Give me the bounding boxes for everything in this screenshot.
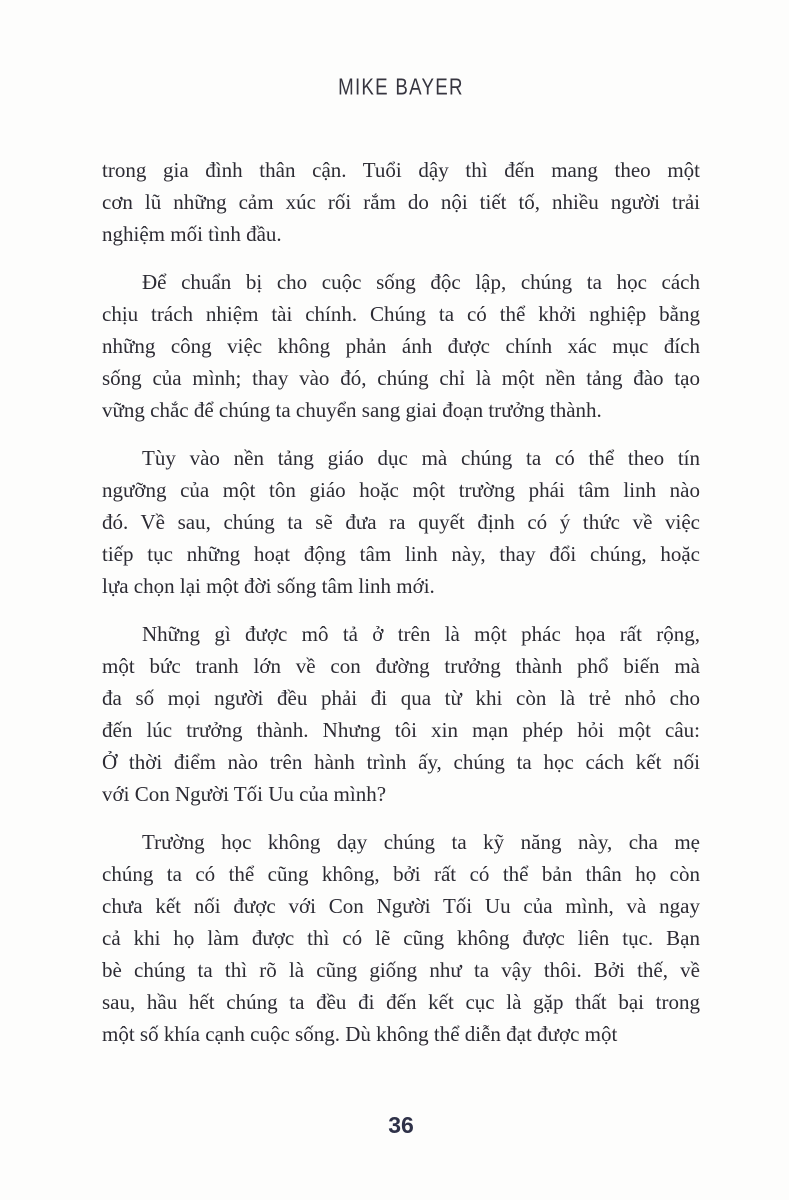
text-line: đến lúc trưởng thành. Nhưng tôi xin mạn phép hỏi một câu: xyxy=(102,718,700,742)
running-header xyxy=(102,74,700,100)
text-line: Tùy vào nền tảng giáo dục mà chúng ta có thể theo tín xyxy=(142,446,700,470)
text-line: nghiệm mối tình đầu. xyxy=(102,222,282,246)
text-line: lựa chọn lại một đời sống tâm linh mới. xyxy=(102,574,435,598)
paragraph xyxy=(102,618,700,810)
text-line: cả khi họ làm được thì có lẽ cũng không được liên tục. Bạn xyxy=(102,926,700,950)
text-line: chúng ta có thể cũng không, bởi rất có thể bản thân họ còn xyxy=(102,862,700,886)
running-header-text: MIKE BAYER xyxy=(338,73,464,100)
text-line: trong gia đình thân cận. Tuổi dậy thì đến mang theo một xyxy=(102,158,700,182)
text-line: đó. Về sau, chúng ta sẽ đưa ra quyết định có ý thức về việc xyxy=(102,510,700,534)
text-line: tiếp tục những hoạt động tâm linh này, thay đổi chúng, hoặc xyxy=(102,542,700,566)
text-line: đa số mọi người đều phải đi qua từ khi còn là trẻ nhỏ cho xyxy=(102,686,700,710)
text-line: Những gì được mô tả ở trên là một phác họa rất rộng, xyxy=(142,622,700,646)
text-line: những công việc không phản ánh được chính xác mục đích xyxy=(102,334,700,358)
text-line: sau, hầu hết chúng ta đều đi đến kết cục là gặp thất bại trong xyxy=(102,990,700,1014)
paragraph xyxy=(102,266,700,426)
text-line: chịu trách nhiệm tài chính. Chúng ta có thể khởi nghiệp bằng xyxy=(102,302,700,326)
text-line: Trường học không dạy chúng ta kỹ năng này, cha mẹ xyxy=(142,830,700,854)
text-line: sống của mình; thay vào đó, chúng chỉ là một nền tảng đào tạo xyxy=(102,366,700,390)
paragraph xyxy=(102,154,700,250)
text-line: Để chuẩn bị cho cuộc sống độc lập, chúng ta học cách xyxy=(142,270,700,294)
page-number: 36 xyxy=(388,1112,414,1138)
text-line: chưa kết nối được với Con Người Tối Uu của mình, và ngay xyxy=(102,894,700,918)
text-line: bè chúng ta thì rõ là cũng giống như ta vậy thôi. Bởi thế, về xyxy=(102,958,700,982)
paragraph xyxy=(102,826,700,1050)
text-line: ngưỡng của một tôn giáo hoặc một trường phái tâm linh nào xyxy=(102,478,700,502)
text-line: vững chắc để chúng ta chuyển sang giai đoạn trưởng thành. xyxy=(102,398,602,422)
text-line: Ở thời điểm nào trên hành trình ấy, chúng ta học cách kết nối xyxy=(102,750,700,774)
text-line: một số khía cạnh cuộc sống. Dù không thể diễn đạt được một xyxy=(102,1022,618,1046)
paragraph xyxy=(102,442,700,602)
text-line: cơn lũ những cảm xúc rối rắm do nội tiết tố, nhiều người trải xyxy=(102,190,700,214)
text-line: một bức tranh lớn về con đường trưởng thành phổ biến mà xyxy=(102,654,700,678)
page-body xyxy=(102,154,700,1050)
text-line: với Con Người Tối Uu của mình? xyxy=(102,782,387,806)
